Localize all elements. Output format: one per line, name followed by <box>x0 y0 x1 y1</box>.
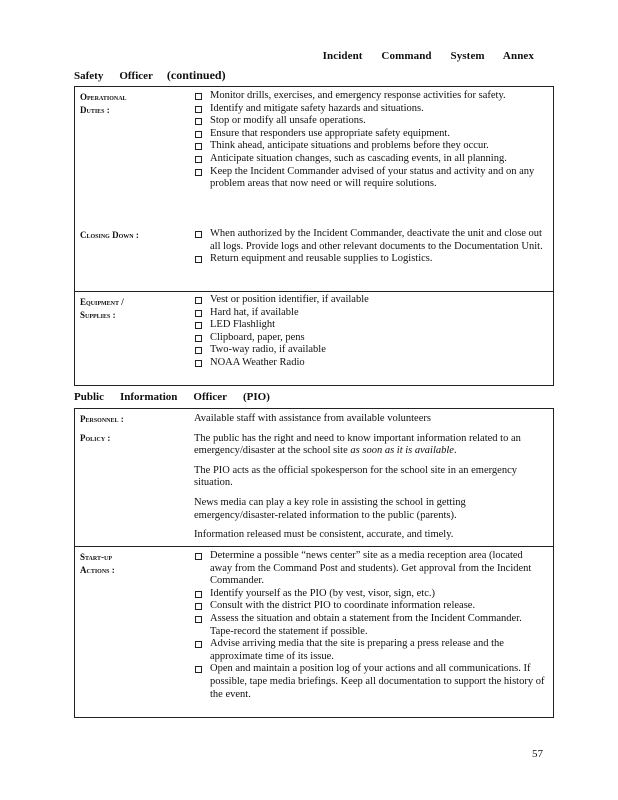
heading-word: Safety <box>74 70 104 82</box>
policy-emphasis: as soon as it is available <box>350 445 454 457</box>
policy-text: . <box>453 445 457 457</box>
bullet-item: Stop or modify all unsafe operations. <box>194 115 545 128</box>
heading-suffix: (continued) <box>166 68 226 82</box>
heading-word: Officer <box>119 70 153 82</box>
startup-row <box>75 546 553 717</box>
closing-down-label: Closing Down : <box>80 230 139 240</box>
pio-heading <box>74 391 270 403</box>
policy-paragraph-1 <box>194 433 545 458</box>
bullet-item: Clipboard, paper, pens <box>194 332 545 345</box>
bullet-item: When authorized by the Incident Commander, deactivate the unit and close out all logs. Provide logs and other relevant documents to the Documentation Unit. <box>194 228 545 253</box>
closing-down-list <box>194 228 545 266</box>
label-line: Duties : <box>80 105 110 115</box>
running-header: Incident Command System Annex <box>322 50 534 62</box>
bullet-item: Identify yourself as the PIO (by vest, visor, sign, etc.) <box>194 588 545 601</box>
bullet-item: Identify and mitigate safety hazards and situations. <box>194 103 545 116</box>
safety-duties-row <box>75 87 553 291</box>
pio-policy-content <box>194 409 553 542</box>
equipment-content <box>194 292 553 370</box>
operational-duties-list <box>194 90 545 191</box>
bullet-item: Ensure that responders use appropriate safety equipment. <box>194 128 545 141</box>
label-line: Start-up <box>80 552 113 562</box>
bullet-item: Return equipment and reusable supplies to Logistics. <box>194 253 545 266</box>
bullet-item: Consult with the district PIO to coordinate information release. <box>194 600 545 613</box>
bullet-item: Monitor drills, exercises, and emergency response activities for safety. <box>194 90 545 103</box>
label-line: Actions : <box>80 565 115 575</box>
bullet-item: Assess the situation and obtain a statement from the Incident Commander. Tape-record the statement if possible. <box>194 613 545 638</box>
pio-table <box>74 408 554 718</box>
closing-down-content <box>194 228 553 266</box>
bullet-item: Determine a possible “news center” site as a media reception area (located away from the Command Post and students). Get approval from the Incident Commander. <box>194 550 545 588</box>
bullet-item: Anticipate situation changes, such as cascading events, in all planning. <box>194 153 545 166</box>
safety-officer-table <box>74 86 554 386</box>
bullet-item: LED Flashlight <box>194 319 545 332</box>
operational-duties-label <box>80 91 127 117</box>
policy-paragraph-4: Information released must be consistent, accurate, and timely. <box>194 529 454 541</box>
personnel-policy-label <box>80 413 124 445</box>
equipment-list <box>194 294 545 370</box>
bullet-item: Hard hat, if available <box>194 307 545 320</box>
bullet-item: Two-way radio, if available <box>194 344 545 357</box>
pio-policy-row <box>75 409 553 546</box>
startup-actions-list <box>194 550 545 701</box>
staff-text: Available staff with assistance from available volunteers <box>194 413 431 424</box>
equipment-row <box>75 291 553 385</box>
startup-actions-label <box>80 551 115 577</box>
bullet-item: NOAA Weather Radio <box>194 357 545 370</box>
label-line: Operational <box>80 92 127 102</box>
startup-actions-content <box>194 547 553 701</box>
operational-duties-content <box>194 87 553 191</box>
label-line: Supplies : <box>80 310 116 320</box>
heading-word: Officer <box>193 391 227 403</box>
bullet-item: Think ahead, anticipate situations and problems before they occur. <box>194 140 545 153</box>
heading-word: Information <box>119 391 178 403</box>
policy-text: The public has the right and need to know important information related to an emergency/disaster at the school site <box>194 432 521 457</box>
policy-paragraph-3: News media can play a key role in assisting the school in getting emergency/disaster-related information to the public (parents). <box>194 496 466 521</box>
policy-paragraph-2: The PIO acts as the official spokesperson for the school site in an emergency situation. <box>194 464 517 489</box>
heading-word: Public <box>74 391 104 403</box>
bullet-item: Vest or position identifier, if available <box>194 294 545 307</box>
bullet-item: Advise arriving media that the site is preparing a press release and the approximate time of its issue. <box>194 638 545 663</box>
heading-suffix: (PIO) <box>243 391 270 403</box>
bullet-item: Open and maintain a position log of your actions and all communications. If possible, tape media briefings. Keep all documentation to support the history of the event. <box>194 663 545 701</box>
page-number: 57 <box>532 748 543 760</box>
bullet-item: Keep the Incident Commander advised of your status and activity and on any problem areas that now need or will require solutions. <box>194 166 545 191</box>
label-line: Policy : <box>80 433 111 443</box>
label-line: Personnel : <box>80 414 124 424</box>
label-line: Equipment / <box>80 297 124 307</box>
equipment-label <box>80 296 124 322</box>
safety-officer-heading <box>74 68 226 83</box>
